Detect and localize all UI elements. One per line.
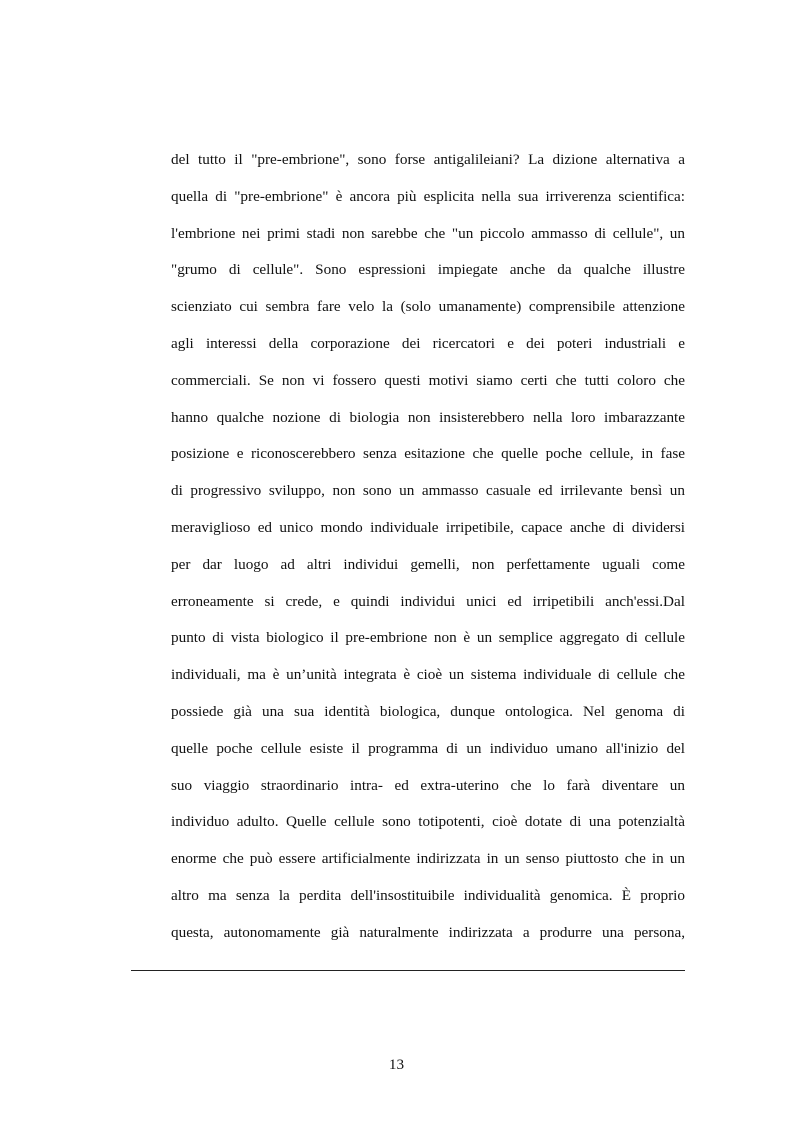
text-line: agli interessi della corporazione dei ricercatori e dei poteri industriali e [171,334,685,352]
text-line: quelle poche cellule esiste il programma di un individuo umano all'inizio del [171,739,685,757]
text-line: individuo adulto. Quelle cellule sono totipotenti, cioè dotate di una potenzialtà [171,813,685,831]
text-line: suo viaggio straordinario intra- ed extra-uterino che lo farà diventare un [171,776,685,794]
text-line: meraviglioso ed unico mondo individuale irripetibile, capace anche di dividersi [171,518,685,536]
body-text [171,149,685,959]
text-line: individuali, ma è un’unità integrata è cioè un sistema individuale di cellule che [171,666,685,684]
footnote-separator-rule [131,970,685,971]
text-line: l'embrione nei primi stadi non sarebbe che "un piccolo ammasso di cellule", un [171,224,685,242]
page-number: 13 [388,1056,405,1073]
text-line: scienziato cui sembra fare velo la (solo umanamente) comprensibile attenzione [171,298,685,316]
text-line: punto di vista biologico il pre-embrione non è un semplice aggregato di cellule [171,629,685,647]
text-line: altro ma senza la perdita dell'insostituibile individualità genomica. È proprio [171,886,685,904]
text-line: quella di "pre-embrione" è ancora più esplicita nella sua irriverenza scientifica: [171,187,685,205]
text-line: del tutto il "pre-embrione", sono forse antigalileiani? La dizione alternativa a [171,151,685,168]
text-line: hanno qualche nozione di biologia non insisterebbero nella loro imbarazzante [171,408,685,426]
text-line: questa, autonomamente già naturalmente indirizzata a produrre una persona, [171,923,685,941]
text-line: di progressivo sviluppo, non sono un ammasso casuale ed irrilevante bensì un [171,482,685,500]
text-line: possiede già una sua identità biologica, dunque ontologica. Nel genoma di [171,702,685,720]
text-line: commerciali. Se non vi fossero questi motivi siamo certi che tutti coloro che [171,371,685,389]
text-line: posizione e riconoscerebbero senza esitazione che quelle poche cellule, in fase [171,445,685,463]
text-line: per dar luogo ad altri individui gemelli, non perfettamente uguali come [171,555,685,573]
text-line: enorme che può essere artificialmente indirizzata in un senso piuttosto che in un [171,850,685,868]
text-line: erroneamente si crede, e quindi individui unici ed irripetibili anch'essi.Dal [171,592,685,610]
text-line: "grumo di cellule". Sono espressioni impiegate anche da qualche illustre [171,261,685,279]
